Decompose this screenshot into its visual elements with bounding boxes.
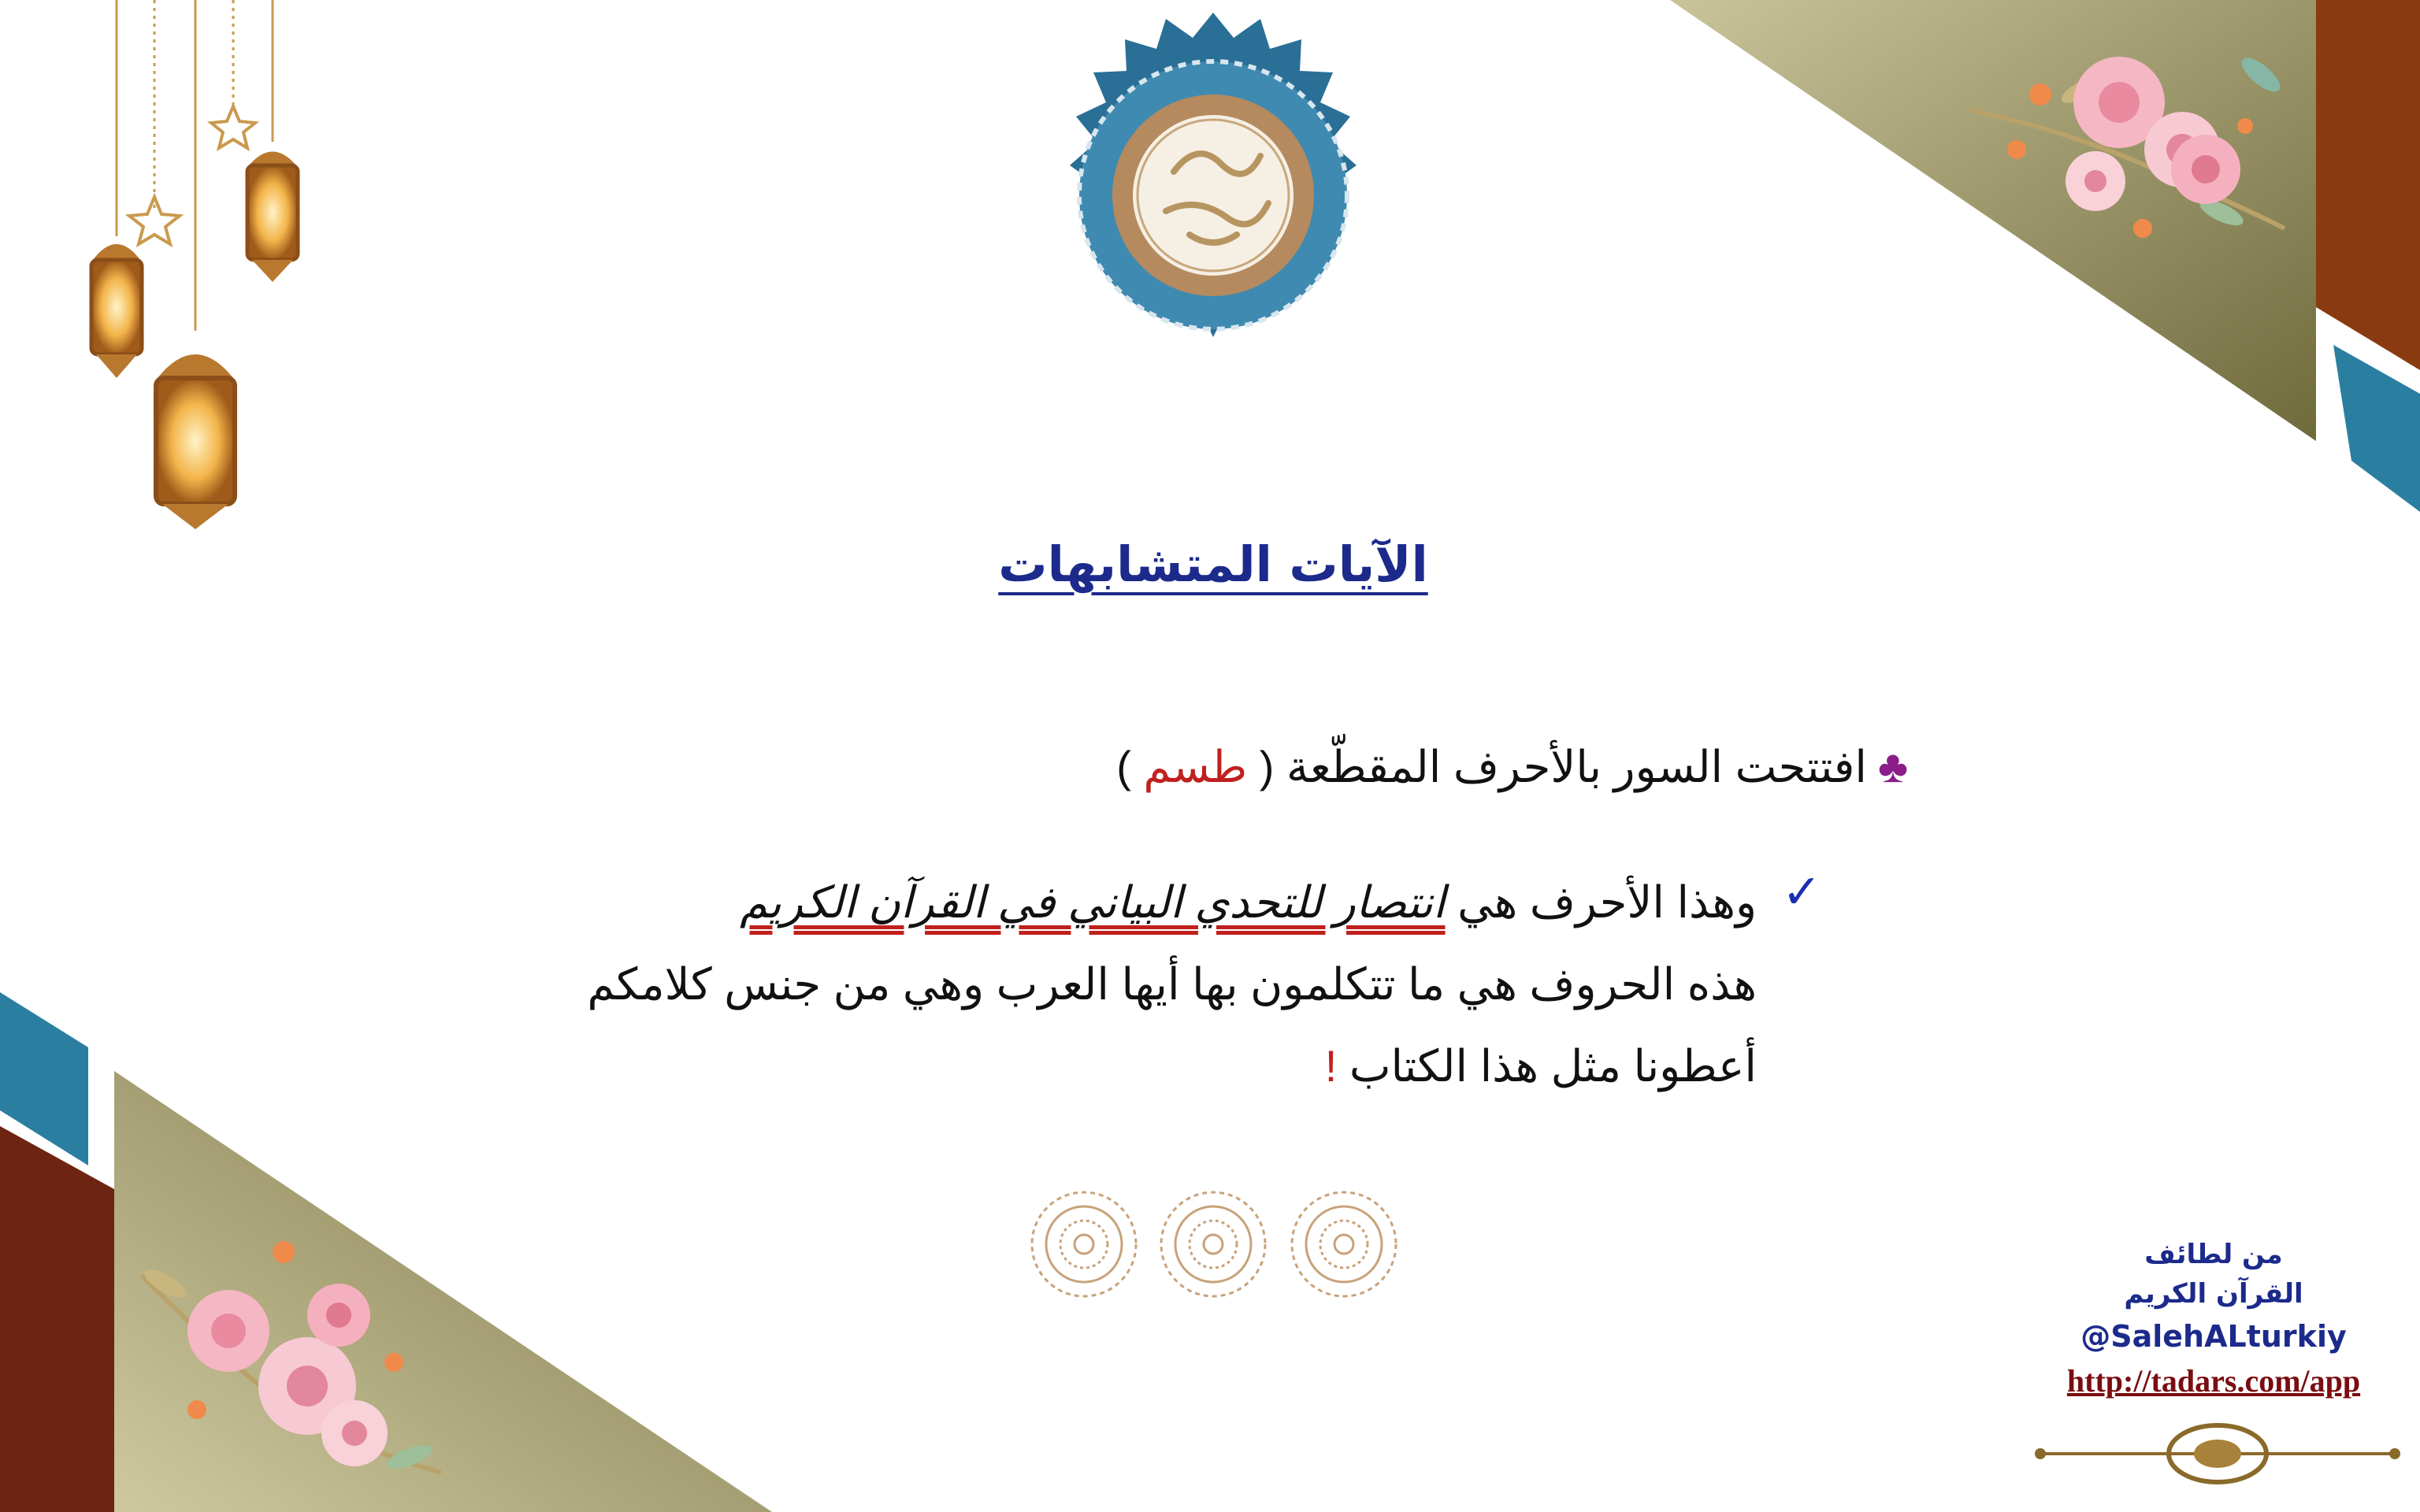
page-title: الآيات المتشابهات	[998, 536, 1428, 593]
check-mark-icon: ✓	[1782, 865, 1822, 920]
credit-line-2: القرآن الكريم	[2124, 1278, 2303, 1310]
ornamental-divider	[2035, 1425, 2400, 1482]
club-suit-icon: ♣	[1877, 741, 1908, 792]
intro-line	[805, 740, 1908, 793]
hanging-lanterns	[91, 0, 298, 529]
intro-text: افتتحت السور بالأحرف المقطّعة (	[1259, 742, 1867, 791]
top-right-corner-decoration	[1670, 0, 2420, 512]
intro-close-paren: )	[1116, 742, 1131, 791]
credit-line-1: من لطائف	[2144, 1239, 2283, 1270]
explanation-line-3	[496, 1025, 1757, 1107]
tadabbur-logo-medallion	[1070, 13, 1357, 337]
website-link[interactable]: http://tadars.com/app	[2066, 1363, 2361, 1399]
explanation-line-1	[496, 862, 1757, 943]
letters-highlight: طسم	[1143, 742, 1248, 791]
author-handle: @SalehALturkiy	[2080, 1319, 2347, 1354]
line3-text: أعطونا مثل هذا الكتاب	[1349, 1041, 1757, 1091]
mandala-rosettes	[1032, 1192, 1396, 1296]
explanation-line-2: هذه الحروف هي ما تتكلمون بها أيها العرب وهي من جنس كلامكم	[587, 959, 1757, 1009]
line1-emphasis: انتصار للتحدي البياني في القرآن الكريم	[740, 877, 1446, 927]
line1-prefix: وهذا الأحرف هي	[1457, 877, 1757, 927]
explanation-paragraph	[496, 862, 1757, 1107]
credit-block	[2017, 1235, 2411, 1403]
exclamation-mark: !	[1324, 1041, 1338, 1091]
